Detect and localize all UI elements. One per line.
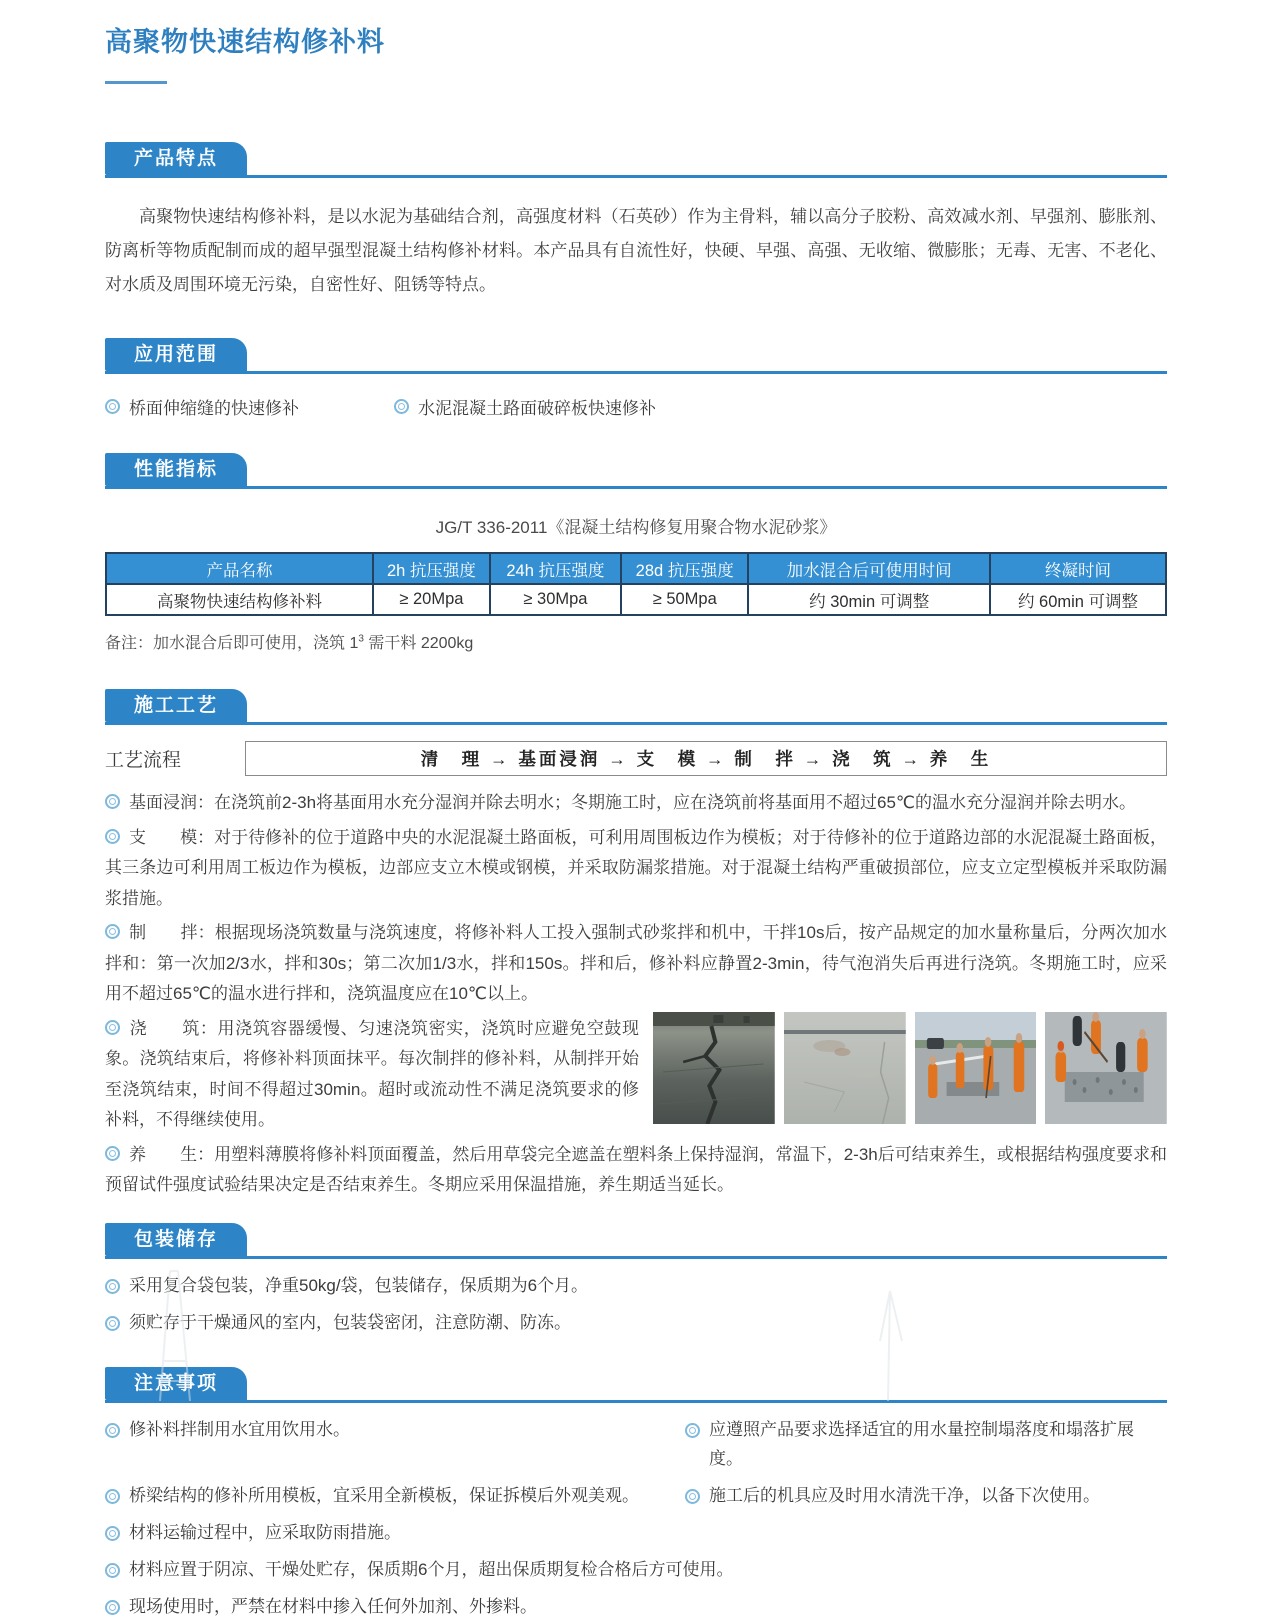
title-underline-dash (105, 81, 167, 84)
ring-bullet-icon (105, 1600, 120, 1615)
notes-row (105, 1481, 1167, 1510)
ring-bullet-icon (105, 1423, 120, 1438)
table-header-cell: 24h 抗压强度 (490, 553, 621, 584)
section-construction-heading (105, 689, 1167, 725)
table-cell: 高聚物快速结构修补料 (106, 584, 373, 615)
ring-bullet-icon (105, 924, 120, 939)
section-performance-heading (105, 453, 1167, 489)
section-storage-heading (105, 1223, 1167, 1259)
step-label: 养 生： (129, 1144, 215, 1164)
table-cell: 约 60min 可调整 (990, 584, 1166, 615)
performance-tab: 性能指标 (105, 453, 247, 486)
table-header-cell: 产品名称 (106, 553, 373, 584)
note-text: 应遵照产品要求选择适宜的用水量控制塌落度和塌落扩展度。 (709, 1419, 1134, 1468)
concrete-patching-workers-photo (1045, 1012, 1167, 1124)
notes-list (105, 1415, 1167, 1621)
performance-table (105, 552, 1167, 616)
note-item (105, 1592, 1167, 1621)
table-cell: 约 30min 可调整 (748, 584, 990, 615)
ring-bullet-icon (105, 794, 120, 809)
features-paragraph: 高聚物快速结构修补料，是以水泥为基础结合剂，高强度材料（石英砂）作为主骨料，辅以高分子胶粉、高效减水剂、早强剂、膨胀剂、防离析等物质配制而成的超早强型混凝土结构修补材料。本产品具有自流性好，快硬、早强、高强、无收缩、微膨胀；无毒、无害、不老化、对水质及周围环境无污染，自密性好、阻锈等特点。 (105, 207, 1167, 294)
table-cell: ≥ 30Mpa (490, 584, 621, 615)
features-tab: 产品特点 (105, 142, 247, 175)
storage-item-text: 须贮存于干燥通风的室内，包装袋密闭，注意防潮、防冻。 (129, 1312, 571, 1332)
note-text: 修补料拌制用水宜用饮用水。 (129, 1419, 350, 1439)
step-text: 用塑料薄膜将修补料顶面覆盖，然后用草袋完全遮盖在塑料条上保持湿润，常温下，2-3h后可结束养生，或根据结构强度要求和预留试件强度试验结果决定是否结束养生。冬期应采用保温措施，养生期适当延长。 (105, 1144, 1168, 1194)
step-label: 基面浸润： (129, 793, 214, 812)
process-flow-box: 清 理 → 基面浸润 → 支 模 → 制 拌 → 浇 筑 → 养 生 (245, 741, 1167, 776)
storage-item (105, 1308, 1167, 1337)
damaged-concrete-surface-photo (784, 1012, 906, 1124)
section-features-heading (105, 142, 1167, 178)
ring-bullet-icon (105, 399, 120, 414)
notes-row (105, 1555, 1167, 1584)
storage-tab: 包装储存 (105, 1223, 247, 1256)
datasheet-page (105, 0, 1167, 1621)
notes-row (105, 1592, 1167, 1621)
notes-row (105, 1518, 1167, 1547)
superscript-3: 3 (358, 633, 364, 645)
note-item (105, 1518, 1167, 1547)
application-items (105, 394, 1167, 419)
ring-bullet-icon (105, 1146, 120, 1161)
step-text: 在浇筑前2-3h将基面用水充分湿润并除去明水；冬期施工时，应在浇筑前将基面用不超过65℃的温水充分湿润并除去明水。 (214, 793, 1137, 812)
note-item (105, 1415, 685, 1473)
application-item-label: 水泥混凝土路面破碎板快速修补 (418, 399, 656, 418)
step-text: 对于待修补的位于道路中央的水泥混凝土路面板，可利用周围板边作为模板；对于待修补的位于道路边部的水泥混凝土路面板，其三条边可利用周工板边作为模板，边部应支立木模或钢模，并采取防漏浆措施。对于混凝土结构严重破损部位，应支立定型模板并采取防漏浆措施。 (105, 827, 1168, 908)
table-header-cell: 终凝时间 (990, 553, 1166, 584)
ring-bullet-icon (685, 1489, 700, 1504)
storage-items (105, 1271, 1167, 1337)
note-item (685, 1415, 1167, 1473)
application-item (394, 394, 656, 419)
construction-tab: 施工工艺 (105, 689, 247, 722)
note-item (105, 1555, 1167, 1584)
section-application-heading (105, 338, 1167, 374)
section-notes-heading (105, 1367, 1167, 1403)
note-item (685, 1481, 1167, 1510)
ring-bullet-icon (105, 1526, 120, 1541)
cracked-dark-pavement-photo (653, 1012, 775, 1124)
table-cell: ≥ 20Mpa (373, 584, 490, 615)
step-curing (105, 1140, 1167, 1201)
ring-bullet-icon (685, 1423, 700, 1438)
step-label: 支 模： (129, 827, 215, 847)
note-text: 材料运输过程中，应采取防雨措施。 (129, 1522, 401, 1542)
application-tab: 应用范围 (105, 338, 247, 371)
step-base-wetting (105, 788, 1167, 819)
ring-bullet-icon (105, 1563, 120, 1578)
notes-tab: 注意事项 (105, 1367, 247, 1400)
table-header-row (106, 553, 1166, 584)
note-text: 材料应置于阴凉、干燥处贮存，保质期6个月，超出保质期复检合格后方可使用。 (129, 1559, 734, 1579)
note-text: 现场使用时，严禁在材料中掺入任何外加剂、外掺料。 (129, 1596, 537, 1616)
ring-bullet-icon (105, 1489, 120, 1504)
note-item (105, 1481, 685, 1510)
process-flow-label: 工艺流程 (105, 750, 182, 771)
table-footnote: 备注：加水混合后即可使用，浇筑 $1^3$ 需干料 2200kg (105, 633, 474, 652)
step-mixing (105, 918, 1167, 1010)
note-text: 桥梁结构的修补所用模板，宜采用全新模板，保证拆模后外观美观。 (129, 1485, 639, 1505)
ring-bullet-icon (105, 1279, 120, 1294)
ring-bullet-icon (105, 1316, 120, 1331)
construction-photo-strip (653, 1012, 1167, 1124)
standard-reference: JG/T 336-2011《混凝土结构修复用聚合物水泥砂浆》 (435, 518, 837, 537)
table-header-cell: 28d 抗压强度 (621, 553, 748, 584)
ring-bullet-icon (105, 829, 120, 844)
storage-item-text: 采用复合袋包装，净重50kg/袋，包装储存，保质期为6个月。 (129, 1275, 589, 1295)
step-text: 用浇筑容器缓慢、匀速浇筑密实，浇筑时应避免空鼓现象。浇筑结束后，将修补料顶面抹平。每次制拌的修补料，从制拌开始至浇筑结束，时间不得超过30min。超时或流动性不满足浇筑要求的修补料，不得继续使用。 (105, 1018, 640, 1129)
page-title: 高聚物快速结构修补料 (105, 27, 385, 57)
ring-bullet-icon (394, 399, 409, 414)
application-item (105, 394, 299, 419)
step-label: 浇 筑： (129, 1018, 218, 1038)
step-formwork (105, 823, 1167, 915)
construction-steps (105, 788, 1167, 1201)
note-text: 施工后的机具应及时用水清洗干净，以备下次使用。 (709, 1485, 1100, 1505)
ring-bullet-icon (105, 1020, 120, 1035)
notes-row (105, 1415, 1167, 1473)
step-label: 制 拌： (129, 923, 215, 942)
table-cell: ≥ 50Mpa (621, 584, 748, 615)
storage-item (105, 1271, 1167, 1300)
application-item-label: 桥面伸缩缝的快速修补 (129, 399, 299, 418)
step-text: 根据现场浇筑数量与浇筑速度，将修补料人工投入强制式砂浆拌和机中，干拌10s后，按产品规定的加水量称量后，分两次加水拌和：第一次加2/3水，拌和30s；第二次加1/3水，拌和150s。拌和后，修补料应静置2-3min，待气泡消失后再进行浇筑。冬期施工时，应采用不超过65℃的温水进行拌和，浇筑温度应在10℃以上。 (105, 923, 1167, 1003)
road-repair-workers-photo (915, 1012, 1037, 1124)
table-header-cell: 2h 抗压强度 (373, 553, 490, 584)
table-row (106, 584, 1166, 615)
process-flow-row (105, 741, 1167, 776)
table-header-cell: 加水混合后可使用时间 (748, 553, 990, 584)
